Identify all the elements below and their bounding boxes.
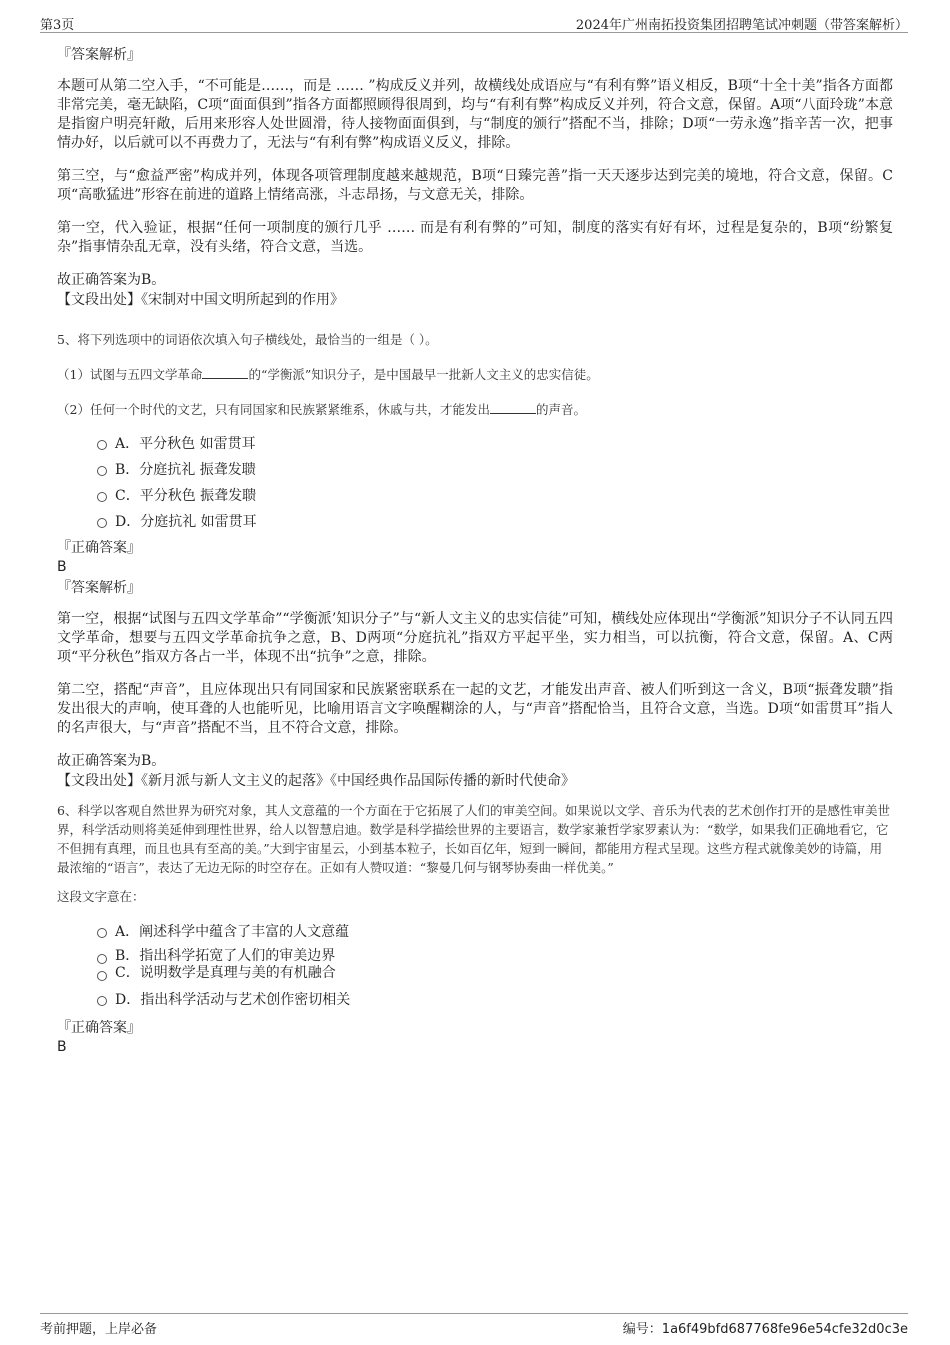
question-stem: 5、将下列选项中的词语依次填入句子横线处，最恰当的一组是（ ）。 [57, 332, 438, 347]
page-header [40, 10, 908, 33]
question-sentence: （2）任何一个时代的文艺，只有同国家和民族紧紧维系，休戚与共，才能发出 的声音。 [57, 402, 586, 417]
source-label: 【文段出处】 [57, 773, 141, 789]
analysis-paragraph: 本题可从第二空入手，“不可能是……，而是 …… ”构成反义并列，故横线处成语应与“有利有弊”语义相反，B项“十全十美”指各方面都非常完美，毫无缺陷，C项“面面俱到”指各方面都照顾得很周到，均与“有利有弊”构成反义并列，符合文意，保留。A项“八面玲珑”本意是指窗户明亮轩敞，后用来形容人处世圆滑，待人接物面面俱到，与“制度的颁行”搭配不当，排除；D项“一劳永逸”指辛苦一次，把事情办好，以后就可以不再费力了，无法与“有利有弊”构成语义反义，排除。 [57, 78, 893, 151]
option-b[interactable]: B．指出科学拓宽了人们的审美边界 [57, 948, 893, 965]
conclusion: 故正确答案为B。 [57, 272, 166, 288]
analysis-paragraph: 第二空，搭配“声音”，且应体现出只有同国家和民族紧密联系在一起的文艺，才能发出声音、被人们听到这一含义，B项“振聋发聩”指发出很大的声响，使耳聋的人也能听见，比喻用语言文字唤醒糊涂的人，与“声音”搭配恰当，且符合文意，当选。D项“如雷贯耳”指人的名声很大，与“声音”搭配不当，且不符合文意，排除。 [57, 682, 893, 736]
correct-answer-heading: 『正确答案』 [57, 1020, 141, 1036]
radio-button-icon[interactable] [97, 928, 107, 938]
analysis-heading: 『答案解析』 [57, 580, 141, 596]
radio-button-icon[interactable] [97, 971, 107, 981]
source-citation [57, 771, 893, 791]
option-d[interactable]: D．指出科学活动与艺术创作密切相关 [57, 990, 893, 1010]
correct-answer: B [57, 559, 67, 575]
serial-number: 编号：1a6f49bfd687768fe96e54cfe32d0c3e [622, 1322, 908, 1337]
page-number: 第3页 [40, 18, 75, 33]
correct-answer: B [57, 1039, 67, 1055]
analysis-paragraph: 第一空，代入验证，根据“任何一项制度的颁行几乎 …… 而是有利有弊的”可知，制度的落实有好有坏，过程是复杂的，B项“纷繁复杂”指事情杂乱无章，没有头绪，符合文意，当选。 [57, 220, 893, 255]
radio-button-icon[interactable] [97, 954, 107, 964]
option-d[interactable]: D．分庭抗礼 如雷贯耳 [57, 512, 893, 532]
question-stem: 6、科学以客观自然世界为研究对象，其人文意蕴的一个方面在于它拓展了人们的审美空间。如果说以文学、音乐为代表的艺术创作打开的是感性审美世界，科学活动则将美延伸到理性世界，给人以智慧启迪。数学是科学描绘世界的主要语言，数学家兼哲学家罗素认为：“数学，如果我们正确地看它，它不但拥有真理，而且也具有至高的美。”大到宇宙星云，小到基本粒子，长如百亿年，短到一瞬间，都能用方程式呈现。这些方程式就像美妙的诗篇，用最浓缩的“语言”，表达了无边无际的时空存在。正如有人赞叹道：“黎曼几何与钢琴协奏曲一样优美。” [57, 803, 890, 875]
analysis-paragraph: 第三空，与“愈益严密”构成并列，体现各项管理制度越来越规范，B项“日臻完善”指一天天逐步达到完美的境地，符合文意，保留。C项“高歌猛进”形容在前进的道路上情绪高涨，斗志昂扬，与文意无关，排除。 [57, 168, 893, 203]
footer-slogan: 考前押题，上岸必备 [40, 1322, 158, 1337]
radio-button-icon[interactable] [97, 466, 107, 476]
document-title: 2024年广州南拓投资集团招聘笔试冲刺题（带答案解析） [575, 18, 908, 33]
radio-button-icon[interactable] [97, 518, 107, 528]
source-title: 《新月派与新人文主义的起落》《中国经典作品国际传播的新时代使命》 [141, 773, 575, 789]
analysis-paragraph: 第一空，根据“试图与五四文学革命”“学衡派’知识分子”与“新人文主义的忠实信徒”可知，横线处应体现出“学衡派”知识分子不认同五四文学革命，想要与五四文学革命抗争之意，B、D两项“分庭抗礼”指双方平起平坐，实力相当，可以抗衡，符合文意，保留。A、C两项“平分秋色”指双方各占一半，体现不出“抗争”之意，排除。 [57, 611, 893, 665]
option-c[interactable]: C．平分秋色 振聋发聩 [57, 486, 893, 506]
radio-button-icon[interactable] [97, 996, 107, 1006]
option-b[interactable]: B．分庭抗礼 振聋发聩 [57, 460, 893, 480]
question-prompt: 这段文字意在： [57, 889, 145, 904]
radio-button-icon[interactable] [97, 440, 107, 450]
conclusion: 故正确答案为B。 [57, 753, 166, 769]
option-a[interactable]: A．阐述科学中蕴含了丰富的人文意蕴 [57, 922, 893, 942]
source-title: 《宋制对中国文明所起到的作用》 [141, 292, 344, 308]
radio-button-icon[interactable] [97, 492, 107, 502]
page-content [57, 45, 893, 1056]
fill-blank [490, 401, 536, 414]
source-label: 【文段出处】 [57, 292, 141, 308]
page-footer [40, 1313, 908, 1340]
correct-answer-heading: 『正确答案』 [57, 540, 141, 556]
question-sentence: （1）试图与五四文学革命 的“学衡派”知识分子，是中国最早一批新人文主义的忠实信徒。 [57, 367, 599, 382]
option-a[interactable]: A．平分秋色 如雷贯耳 [57, 434, 893, 454]
fill-blank [202, 366, 248, 379]
analysis-heading: 『答案解析』 [57, 47, 141, 63]
option-c[interactable]: C．说明数学是真理与美的有机融合 [57, 965, 893, 982]
option-list [57, 922, 893, 1010]
source-citation [57, 290, 893, 310]
option-list [57, 434, 893, 532]
